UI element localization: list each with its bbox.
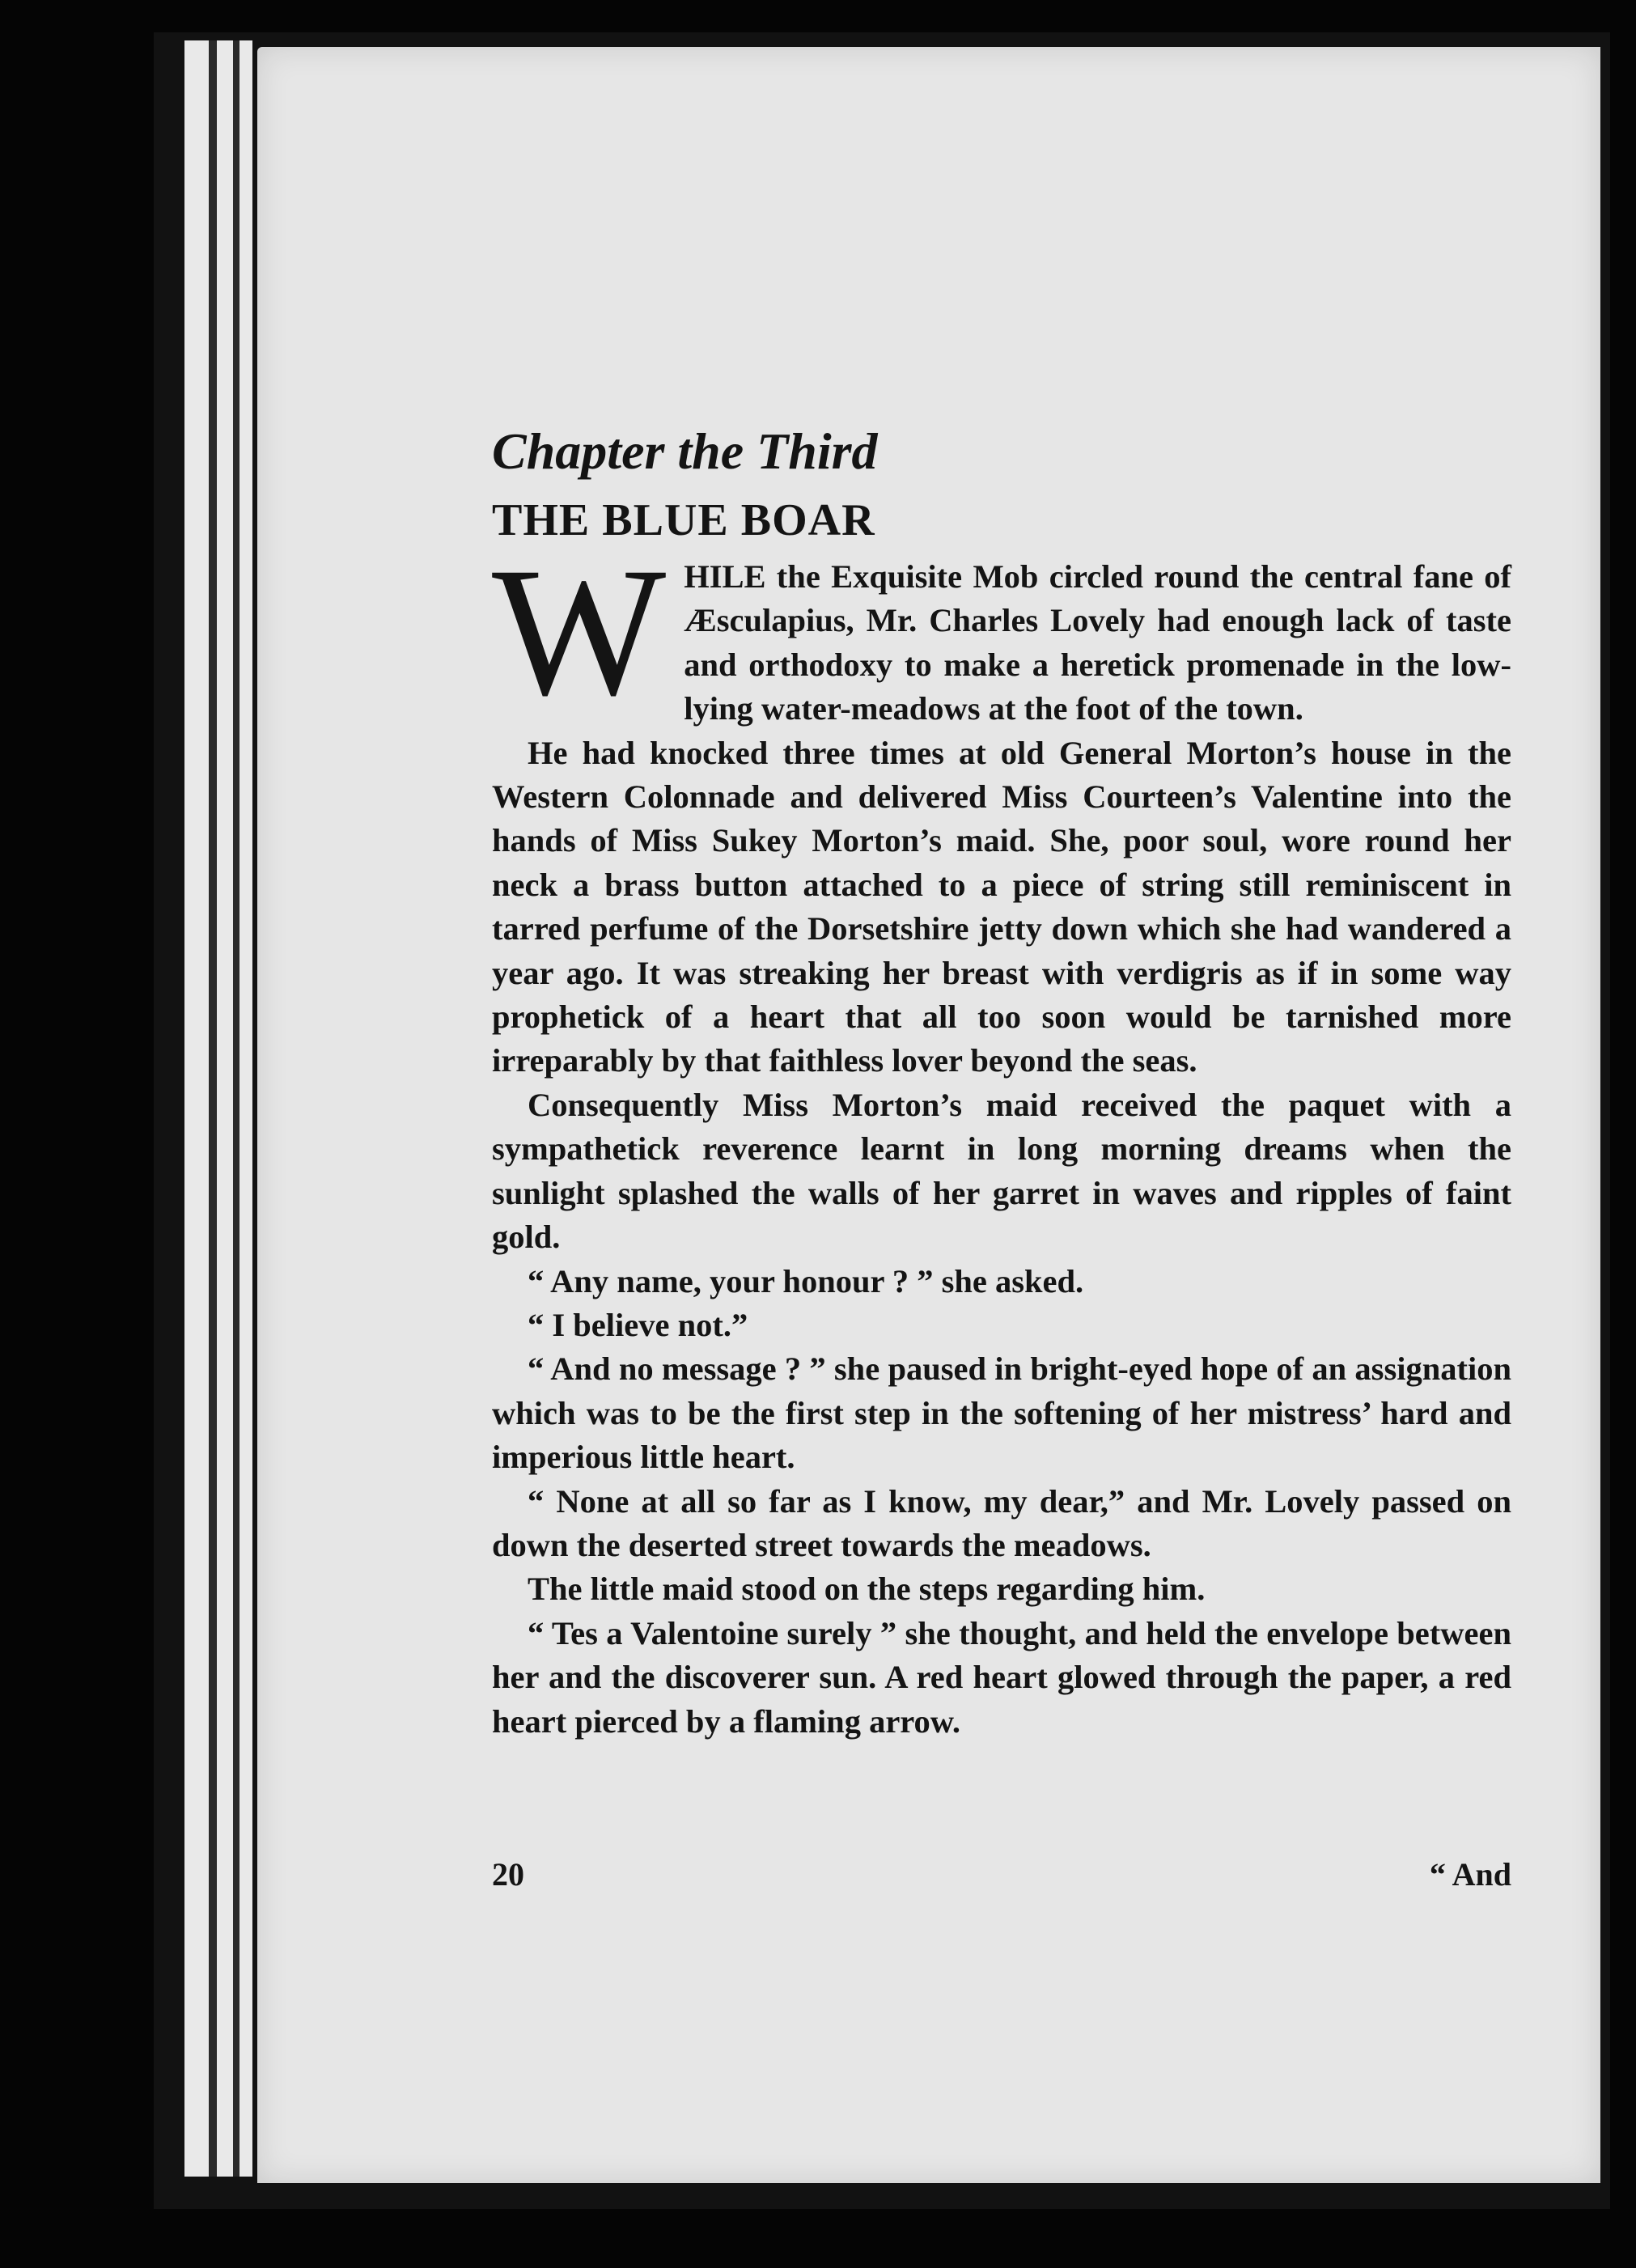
paragraph	[492, 530, 1511, 734]
page-edge	[184, 40, 209, 2177]
paragraph: He had knocked three times at old General Morton’s house in the Western Colonnade and delivered Miss Courteen’s Valentine into the hands of Miss Sukey Morton’s maid. She, poor soul, wore round her neck a brass button attached to a piece of string still reminiscent in tarred perfume of the Dorsetshire jetty down which she had wandered a year ago. It was streaking her breast with verdigris as if in some way prophetick of a heart that all too soon would be tarnished more irreparably by that faithless lover beyond the seas.	[492, 734, 1511, 1079]
page-edge	[239, 40, 252, 2177]
page-number: 20	[492, 1856, 524, 1893]
paragraph-text: HILE the Exquisite Mob circled round the central fane of Æsculapius, Mr. Charles Lovely had enough lack of taste and orthodoxy to make a heretick promenade in the low-lying water-meadows at the foot of the town.	[684, 558, 1511, 727]
dialogue-line: “ Any name, your honour ? ” she asked.	[528, 1262, 1084, 1299]
chapter-title: THE BLUE BOAR	[492, 495, 875, 545]
dialogue-line: “ I believe not.”	[528, 1306, 748, 1343]
page-edge-shadow	[233, 40, 239, 2177]
drop-cap: W	[492, 530, 667, 734]
chapter-text	[492, 419, 1511, 1744]
paragraph: “ Tes a Valentoine surely ” she thought, and held the envelope between her and the discoverer sun. A red heart glowed through the paper, a red heart pierced by a flaming arrow.	[492, 1614, 1511, 1740]
page-edge	[217, 40, 233, 2177]
page-edge-shadow	[209, 40, 217, 2177]
book-page	[257, 47, 1600, 2183]
catchword: “ And	[1429, 1856, 1511, 1893]
paragraph: Consequently Miss Morton’s maid received the paquet with a sympathetick reverence learnt in long morning dreams when the sunlight splashed the walls of her garret in waves and ripples of faint gold.	[492, 1086, 1511, 1256]
paragraph: “ And no message ? ” she paused in bright-eyed hope of an assignation which was to be the first step in the softening of her mistress’ hard and imperious little heart.	[492, 1350, 1511, 1476]
paragraph: “ None at all so far as I know, my dear,” and Mr. Lovely passed on down the deserted street towards the meadows.	[492, 1482, 1511, 1563]
paragraph: The little maid stood on the steps regarding him.	[528, 1571, 1206, 1608]
chapter-heading: Chapter the Third	[492, 422, 878, 480]
